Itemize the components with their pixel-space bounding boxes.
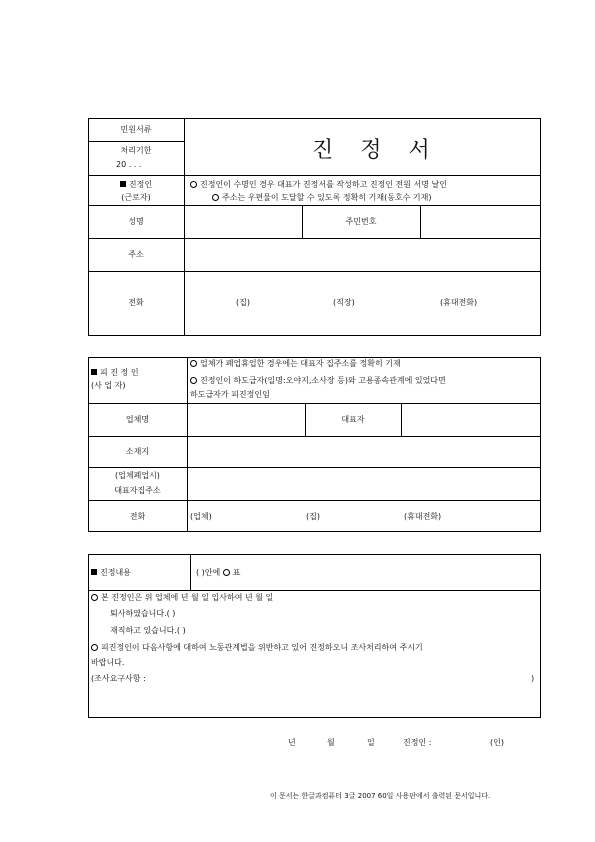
circle-bullet-icon — [190, 360, 197, 367]
divider — [88, 141, 184, 142]
divider — [88, 500, 541, 501]
phone-company-label: (업체) — [190, 512, 212, 521]
divider — [190, 554, 191, 590]
respondent-note-2b: 하도급자가 피진정인임 — [190, 390, 270, 399]
complaint-content-label: 진정내용 — [91, 568, 131, 578]
choice-instruction: ( )안에 표 — [196, 568, 241, 577]
petitioner-label: 진정인 — [88, 180, 184, 190]
petitioner-note-1: 진정인이 수명인 경우 대표가 진정서를 작성하고 진정인 전원 서명 날인 — [190, 180, 447, 190]
divider — [88, 175, 541, 176]
date-day-label: 일 — [367, 738, 375, 747]
square-bullet-icon — [91, 369, 97, 375]
address-field[interactable] — [185, 239, 540, 270]
complaint-section — [88, 554, 541, 718]
phone-home-label: (집) — [236, 298, 250, 307]
circle-bullet-icon — [190, 181, 197, 188]
complaint-line-2: 퇴사하였습니다.( ) — [110, 609, 176, 618]
location-label: 소재지 — [125, 447, 150, 456]
complaint-line-3: 재직하고 있습니다.( ) — [110, 626, 186, 635]
investigation-request-close: ) — [531, 674, 535, 683]
date-year-label: 년 — [288, 738, 296, 747]
company-name-field[interactable] — [188, 404, 304, 435]
rep-home-address-field[interactable] — [188, 468, 540, 499]
phone-home-label: (집) — [306, 512, 320, 521]
id-number-label: 주민번호 — [345, 217, 377, 226]
print-notice: 이 문서는 한글과컴퓨터 3글 2007 60일 사용판에서 출력된 문서입니다. — [270, 792, 491, 800]
deadline-value: 20 . . . — [116, 160, 142, 169]
respondent-note-1: 업체가 폐업휴업한 경우에는 대표자 집주소를 정확히 기재 — [190, 359, 401, 369]
phone-mobile-label: (휴대전화) — [440, 298, 478, 307]
divider — [88, 590, 541, 591]
phone-label: 전화 — [128, 298, 144, 307]
respondent-label: 피 진 정 인 — [91, 368, 139, 378]
square-bullet-icon — [120, 181, 126, 187]
respondent-phone-label: 전화 — [129, 512, 146, 521]
complaint-line-5: 바랍니다. — [91, 658, 125, 667]
phone-mobile-label: (휴대전화) — [404, 512, 442, 521]
circle-bullet-icon — [91, 644, 98, 651]
representative-label: 대표자 — [341, 415, 365, 424]
address-label: 주소 — [128, 250, 144, 259]
petitioner-sub: (근로자) — [121, 193, 151, 202]
date-month-label: 월 — [327, 738, 335, 747]
circle-bullet-icon — [190, 377, 197, 384]
divider — [88, 271, 541, 272]
circle-mark-icon — [223, 569, 230, 576]
document-title: 진 정 서 — [312, 138, 440, 163]
closed-business-label: (업체폐업시) — [115, 471, 160, 480]
signer-label: 진정인 : — [403, 738, 432, 747]
square-bullet-icon — [91, 569, 97, 575]
respondent-note-2: 진정인이 하도급자(일명:오야지,소사장 등)와 고용종속관계에 있었다면 — [190, 376, 446, 386]
receipt-label: 민원서류 — [120, 125, 152, 134]
phone-work-label: (직장) — [333, 298, 355, 307]
circle-bullet-icon — [91, 594, 98, 601]
circle-bullet-icon — [212, 194, 219, 201]
petitioner-note-2: 주소는 우편물이 도달할 수 있도록 정확히 기재(동호수 기재) — [212, 193, 432, 203]
representative-field[interactable] — [402, 404, 540, 435]
location-field[interactable] — [188, 437, 540, 466]
investigation-request-field[interactable] — [170, 672, 528, 686]
company-name-label: 업체명 — [125, 415, 150, 424]
complaint-line-4: 피진정인이 다음사항에 대하여 노동관계법을 위반하고 있어 진정하오니 조사처리하여 주시기 — [91, 643, 423, 653]
investigation-request-label: (조사요구사항 : — [91, 674, 146, 683]
seal-label: (인) — [490, 738, 504, 747]
rep-home-address-label: 대표자집주소 — [114, 486, 161, 495]
name-field[interactable] — [185, 206, 301, 237]
complaint-line-1: 본 진정인은 위 업체에 년 월 일 입사하여 년 월 일 — [91, 593, 273, 603]
respondent-sub: (사 업 자) — [91, 381, 126, 390]
id-number-field[interactable] — [421, 206, 540, 237]
name-label: 성명 — [128, 217, 144, 226]
deadline-label: 처리기한 — [120, 146, 152, 155]
